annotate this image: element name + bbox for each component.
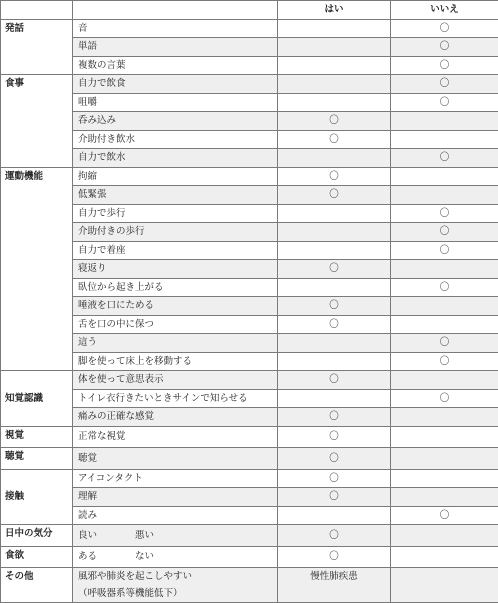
yes-cell <box>278 352 391 371</box>
header-blank-item <box>73 1 278 20</box>
table-row <box>1 334 498 353</box>
yes-cell <box>278 204 391 223</box>
no-cell: 〇 <box>391 56 498 75</box>
no-cell: 〇 <box>391 389 498 408</box>
category-cell: 発話 <box>1 19 73 75</box>
yes-cell: 〇 <box>278 488 391 507</box>
header-yes: はい <box>278 1 391 20</box>
yes-cell <box>278 506 391 525</box>
category-cell: 食事 <box>1 75 73 168</box>
no-cell <box>391 469 498 488</box>
yes-cell: 〇 <box>278 469 391 488</box>
table-row <box>1 112 498 131</box>
yes-cell <box>278 56 391 75</box>
item-label: 自力で歩行 <box>73 204 278 223</box>
table-row <box>1 149 498 168</box>
item-label: 複数の言葉 <box>73 56 278 75</box>
table-row <box>1 488 498 507</box>
table-row <box>1 389 498 408</box>
no-cell: 〇 <box>391 241 498 260</box>
item-label: 臥位から起き上がる <box>73 278 278 297</box>
category-cell: 知覚認識 <box>1 371 73 427</box>
yes-cell: 〇 <box>278 525 391 547</box>
item-label: 唾液を口にためる <box>73 297 278 316</box>
item-label: 自力で着座 <box>73 241 278 260</box>
no-cell <box>391 260 498 279</box>
item-label: 聴覚 <box>73 448 278 470</box>
item-label: 単語 <box>73 38 278 57</box>
no-cell <box>391 167 498 186</box>
yes-cell: 〇 <box>278 130 391 149</box>
no-cell <box>391 408 498 427</box>
item-label: 自力で飲水 <box>73 149 278 168</box>
table-row <box>1 426 498 448</box>
item-label: 拘縮 <box>73 167 278 186</box>
table-row <box>1 352 498 371</box>
header-row <box>1 1 498 20</box>
yes-cell: 〇 <box>278 112 391 131</box>
item-label: 自力で飲食 <box>73 75 278 94</box>
item-label: 脚を使って床上を移動する <box>73 352 278 371</box>
yes-cell <box>278 38 391 57</box>
no-cell <box>391 186 498 205</box>
category-cell: 視覚 <box>1 426 73 448</box>
yes-cell: 〇 <box>278 448 391 470</box>
table-row <box>1 19 498 38</box>
yes-cell <box>278 278 391 297</box>
yes-cell <box>278 334 391 353</box>
no-cell <box>391 448 498 470</box>
item-label: 介助付きの歩行 <box>73 223 278 242</box>
table-row <box>1 506 498 525</box>
table-row <box>1 546 498 568</box>
no-cell <box>391 315 498 334</box>
no-cell <box>391 546 498 568</box>
item-label: 寝返り <box>73 260 278 279</box>
yes-cell: 〇 <box>278 186 391 205</box>
item-label: 呑み込み <box>73 112 278 131</box>
category-cell: 聴覚 <box>1 448 73 470</box>
no-cell <box>391 130 498 149</box>
no-cell <box>391 371 498 390</box>
table-row <box>1 297 498 316</box>
item-label: 低緊張 <box>73 186 278 205</box>
yes-cell <box>278 93 391 112</box>
no-cell: 〇 <box>391 204 498 223</box>
item-label: 這う <box>73 334 278 353</box>
yes-cell: 〇 <box>278 315 391 334</box>
no-cell <box>391 112 498 131</box>
table-row <box>1 315 498 334</box>
yes-cell <box>278 19 391 38</box>
no-cell <box>391 525 498 547</box>
item-label: トイレ衣行きたいときサインで知らせる <box>73 389 278 408</box>
item-label <box>73 568 278 603</box>
item-label-line1: 風邪や肺炎を起こしやすい <box>78 568 273 585</box>
table-row <box>1 75 498 94</box>
table-row <box>1 469 498 488</box>
header-blank-category <box>1 1 73 20</box>
table-row <box>1 93 498 112</box>
no-cell: 〇 <box>391 93 498 112</box>
category-cell: その他 <box>1 568 73 603</box>
item-label: 良い 悪い <box>73 525 278 547</box>
item-label: 舌を口の中に保つ <box>73 315 278 334</box>
category-cell: 日中の気分 <box>1 525 73 547</box>
table-row <box>1 56 498 75</box>
item-label: 体を使って意思表示 <box>73 371 278 390</box>
no-cell: 〇 <box>391 223 498 242</box>
item-label: 咀嚼 <box>73 93 278 112</box>
no-cell: 〇 <box>391 19 498 38</box>
yes-cell: 〇 <box>278 297 391 316</box>
table-row <box>1 167 498 186</box>
item-label: 痛みの正確な感覚 <box>73 408 278 427</box>
item-label: アイコンタクト <box>73 469 278 488</box>
yes-cell <box>278 75 391 94</box>
table-row <box>1 241 498 260</box>
no-cell: 〇 <box>391 352 498 371</box>
yes-cell: 慢性肺疾患 <box>278 568 391 603</box>
item-label: 介助付き飲水 <box>73 130 278 149</box>
table-row <box>1 278 498 297</box>
yes-cell: 〇 <box>278 167 391 186</box>
no-cell <box>391 488 498 507</box>
table-row <box>1 223 498 242</box>
no-cell: 〇 <box>391 75 498 94</box>
item-label: ある ない <box>73 546 278 568</box>
yes-cell <box>278 389 391 408</box>
no-cell: 〇 <box>391 334 498 353</box>
category-cell: 運動機能 <box>1 167 73 371</box>
yes-cell <box>278 149 391 168</box>
yes-cell: 〇 <box>278 426 391 448</box>
item-label-line2: （呼吸器系等機能低下） <box>78 585 273 602</box>
table-row <box>1 525 498 547</box>
table-row <box>1 408 498 427</box>
yes-cell: 〇 <box>278 371 391 390</box>
yes-cell: 〇 <box>278 260 391 279</box>
table-row <box>1 204 498 223</box>
item-label: 正常な視覚 <box>73 426 278 448</box>
no-cell <box>391 297 498 316</box>
no-cell: 〇 <box>391 506 498 525</box>
item-label: 音 <box>73 19 278 38</box>
item-label: 読み <box>73 506 278 525</box>
table-row <box>1 38 498 57</box>
table-row <box>1 568 498 603</box>
yes-cell <box>278 223 391 242</box>
table-row <box>1 371 498 390</box>
table-row <box>1 130 498 149</box>
no-cell: 〇 <box>391 149 498 168</box>
no-cell: 〇 <box>391 38 498 57</box>
table-row <box>1 260 498 279</box>
yes-cell <box>278 241 391 260</box>
no-cell <box>391 426 498 448</box>
yes-cell: 〇 <box>278 408 391 427</box>
yes-cell: 〇 <box>278 546 391 568</box>
header-no: いいえ <box>391 1 498 20</box>
no-cell <box>391 568 498 603</box>
table-row <box>1 186 498 205</box>
category-cell: 接触 <box>1 469 73 525</box>
no-cell: 〇 <box>391 278 498 297</box>
category-cell: 食欲 <box>1 546 73 568</box>
item-label: 理解 <box>73 488 278 507</box>
table-row <box>1 448 498 470</box>
